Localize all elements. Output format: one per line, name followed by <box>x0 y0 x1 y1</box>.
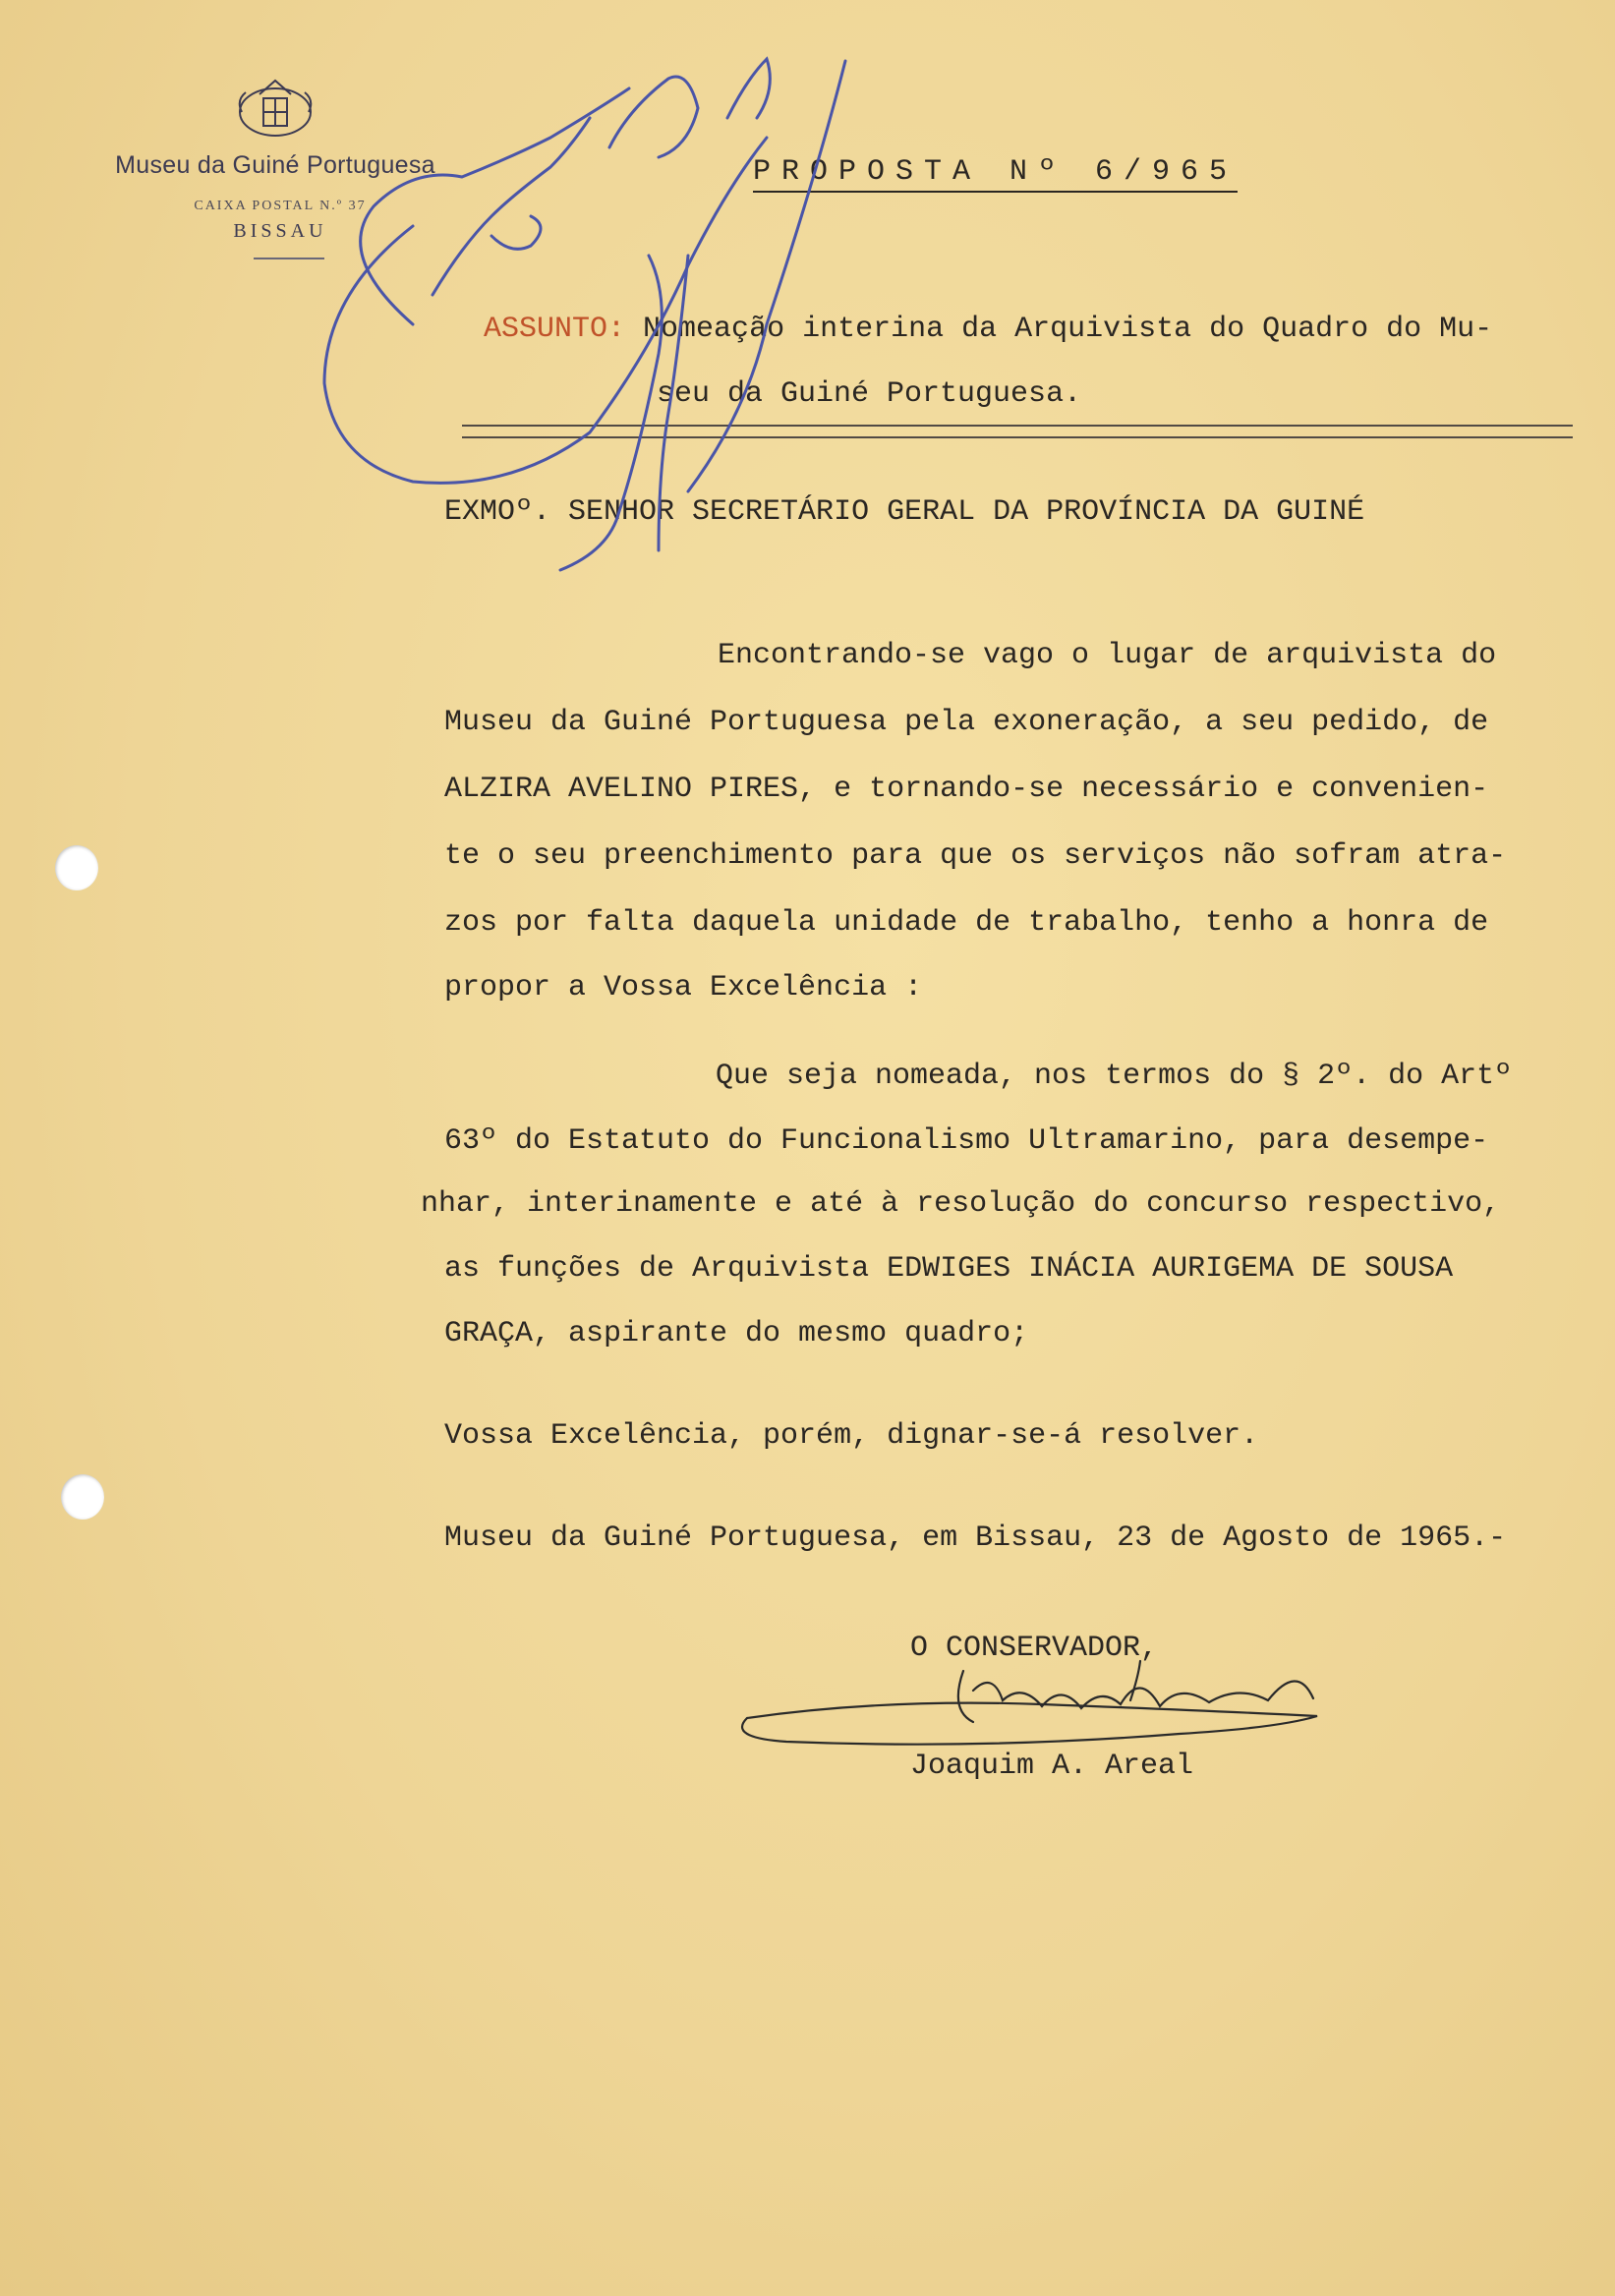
subject-label: ASSUNTO: <box>484 313 626 346</box>
body-p1-line: te o seu preenchimento para que os serviços não sofram atra- <box>444 839 1507 873</box>
body-p3: Vossa Excelência, porém, dignar-se-á resolver. <box>444 1419 1259 1453</box>
museum-name: Museu da Guiné Portuguesa <box>115 151 435 179</box>
body-p1-line: ALZIRA AVELINO PIRES, e tornando-se necessário e convenien- <box>444 773 1489 806</box>
punch-hole <box>55 845 98 890</box>
signatory-title: O CONSERVADOR, <box>910 1632 1159 1665</box>
place-date: Museu da Guiné Portuguesa, em Bissau, 23 de Agosto de 1965.- <box>444 1521 1507 1555</box>
subject-line-2: seu da Guiné Portuguesa. <box>657 377 1082 411</box>
body-p1-line: zos por falta daquela unidade de trabalho, tenho a honra de <box>444 906 1489 940</box>
body-p2-line: nhar, interinamente e até à resolução do concurso respectivo, <box>421 1187 1501 1221</box>
body-p1-line: propor a Vossa Excelência : <box>444 971 923 1004</box>
proposal-number: PROPOSTA Nº 6/965 <box>753 155 1238 193</box>
postal-box: CAIXA POSTAL N.º 37 <box>194 199 367 213</box>
addressee: EXMOº. SENHOR SECRETÁRIO GERAL DA PROVÍNCIA DA GUINÉ <box>444 495 1365 529</box>
body-p2-line: 63º do Estatuto do Funcionalismo Ultramarino, para desempe- <box>444 1124 1489 1158</box>
double-rule-divider <box>462 425 1573 438</box>
city-name: BISSAU <box>233 220 327 242</box>
body-p1-line: Encontrando-se vago o lugar de arquivista do <box>718 639 1497 672</box>
punch-hole <box>61 1474 104 1520</box>
body-p2-line: as funções de Arquivista EDWIGES INÁCIA AURIGEMA DE SOUSA <box>444 1252 1454 1286</box>
body-p1-line: Museu da Guiné Portuguesa pela exoneração, a seu pedido, de <box>444 706 1489 739</box>
body-p2-line: GRAÇA, aspirante do mesmo quadro; <box>444 1317 1029 1350</box>
letterhead-divider <box>254 258 324 259</box>
subject-text-1: Nomeação interina da Arquivista do Quadro do Mu- <box>643 313 1493 346</box>
coat-of-arms-icon <box>230 73 320 144</box>
signatory-name: Joaquim A. Areal <box>910 1750 1194 1783</box>
body-p2-line: Que seja nomeada, nos termos do § 2º. do Artº <box>716 1060 1513 1093</box>
subject-line-1 <box>484 313 1492 346</box>
